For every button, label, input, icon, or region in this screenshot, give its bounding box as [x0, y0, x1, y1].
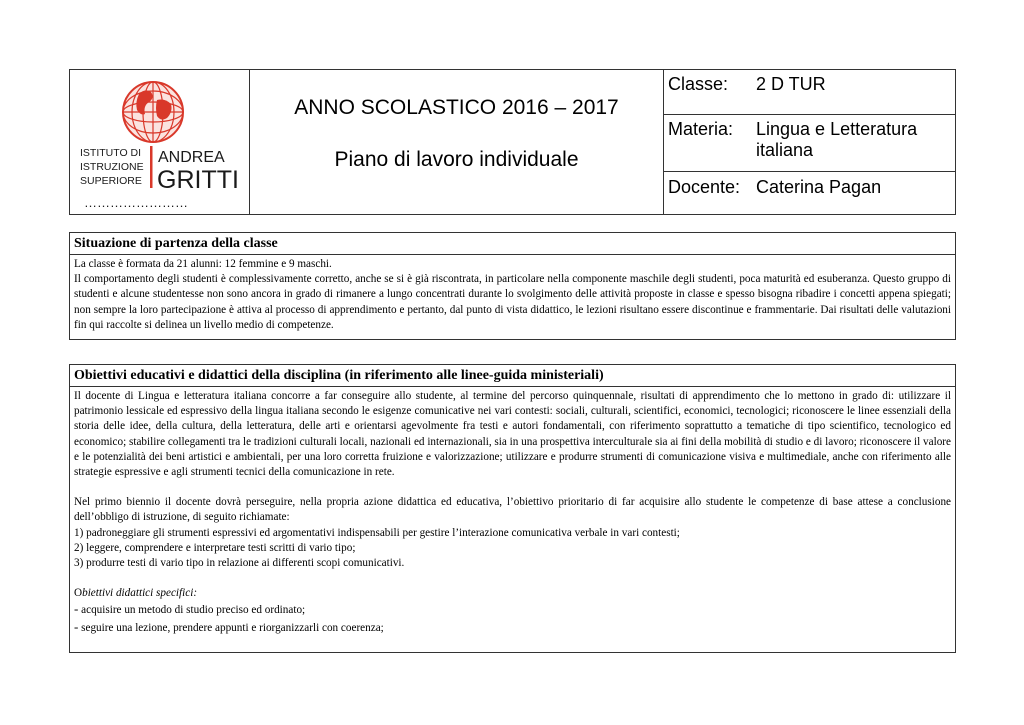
obiettivi-section — [69, 364, 956, 653]
svg-text:SUPERIORE: SUPERIORE — [80, 175, 142, 187]
svg-text:……………………: …………………… — [84, 195, 188, 210]
title-cell — [250, 70, 664, 214]
info-value: 2 D TUR — [756, 74, 826, 94]
section-body — [70, 255, 955, 333]
svg-text:ANDREA: ANDREA — [158, 149, 225, 166]
section-heading: Situazione di partenza della classe — [70, 233, 955, 255]
school-year-title: ANNO SCOLASTICO 2016 – 2017 — [294, 96, 619, 119]
specific-objectives-label: Obiettivi didattici specifici: — [74, 587, 198, 600]
situazione-section — [69, 232, 956, 340]
paragraph: Il docente di Lingua e letteratura italiana concorre a far conseguire allo studente, al termine del percorso quinquennale, risultati di apprendimento che lo mettono in grado di: utilizzare il patrimonio lessicale ed espressivo della lingua italiana secondo le esigenze comunicative nei vari contesti: sociali, culturali, scientifici, economici, tecnologici; riconoscere le linee essenziali della storia delle idee, della cultura, della letteratura, delle arti e orientarsi agevolmente fra testi e autori fondamentali, con riferimento soprattutto a tematiche di tipo scientifico, tecnologico ed economico; stabilire collegamenti tra le tradizioni culturali locali, nazionali ed internazionali, sia in una prospettiva interculturale sia ai fini della mobilità di studio e di lavoro; riconoscere il valore e le potenzialità dei beni artistici e ambientali, per una loro corretta fruizione e valorizzazione; utilizzare e produrre strumenti di comunicazione visiva e multimediale, anche con riferimento alle strategie espressive e agli strumenti tecnici della comunicazione in rete. — [74, 390, 951, 479]
info-value: Lingua e Letteratura italiana — [756, 119, 918, 160]
header-table — [69, 69, 956, 215]
info-key: Docente: — [668, 177, 741, 197]
svg-text:GRITTI: GRITTI — [157, 166, 239, 194]
list-item: - seguire una lezione, prendere appunti e riorganizzarli con coerenza; — [74, 618, 384, 634]
plan-subtitle: Piano di lavoro individuale — [334, 148, 579, 171]
svg-text:ISTRUZIONE: ISTRUZIONE — [80, 161, 144, 173]
list-item: 1) padroneggiare gli strumenti espressivi ed argomentativi indispensabili per gestire l’interazione comunicativa verbale in vari contesti; — [74, 526, 680, 539]
paragraph: Nel primo biennio il docente dovrà perseguire, nella propria azione didattica ed educativa, l’obiettivo prioritario di far acquisire allo studente le competenze di base attese a conclusione dell’obbligo di istruzione, di seguito richiamate: — [74, 496, 951, 524]
info-key: Classe: — [668, 74, 729, 94]
info-row-materia — [664, 115, 955, 172]
list-item: - acquisire un metodo di studio preciso ed ordinato; — [74, 601, 306, 617]
section-heading: Obiettivi educativi e didattici della disciplina (in riferimento alle linee-guida ministeriali) — [70, 365, 955, 387]
info-cell — [664, 70, 955, 214]
info-row-docente — [664, 172, 955, 214]
paragraph: La classe è formata da 21 alunni: 12 femmine e 9 maschi. — [74, 258, 332, 270]
paragraph: Il comportamento degli studenti è complessivamente corretto, anche se si è già riscontrata, in particolare nella componente maschile degli studenti, poca maturità ed esuberanza. Questo gruppo di studenti e alcune studentesse non sono ancora in grado di rimanere a lungo concentrati durante lo svolgimento delle attività proposte in classe e spesso bisogna ribadire i concetti appena spiegati; non sempre la loro partecipazione è attiva al processo di apprendimento e pertanto, dal punto di vista didattico, le lezioni risultano essere discontinue e frammentarie. Dai risultati delle valutazioni fin qui raccolte si delinea un livello medio di competenze. — [74, 273, 951, 331]
globe-logo-icon — [70, 70, 249, 216]
school-logo — [70, 70, 250, 214]
list-item: 3) produrre testi di vario tipo in relazione ai differenti scopi comunicativi. — [74, 557, 405, 570]
info-row-classe — [664, 70, 955, 115]
info-value: Caterina Pagan — [756, 177, 882, 197]
svg-text:ISTITUTO DI: ISTITUTO DI — [80, 147, 142, 159]
list-item: 2) leggere, comprendere e interpretare testi scritti di vario tipo; — [74, 541, 356, 554]
info-key: Materia: — [668, 119, 734, 139]
section-body — [70, 387, 955, 636]
